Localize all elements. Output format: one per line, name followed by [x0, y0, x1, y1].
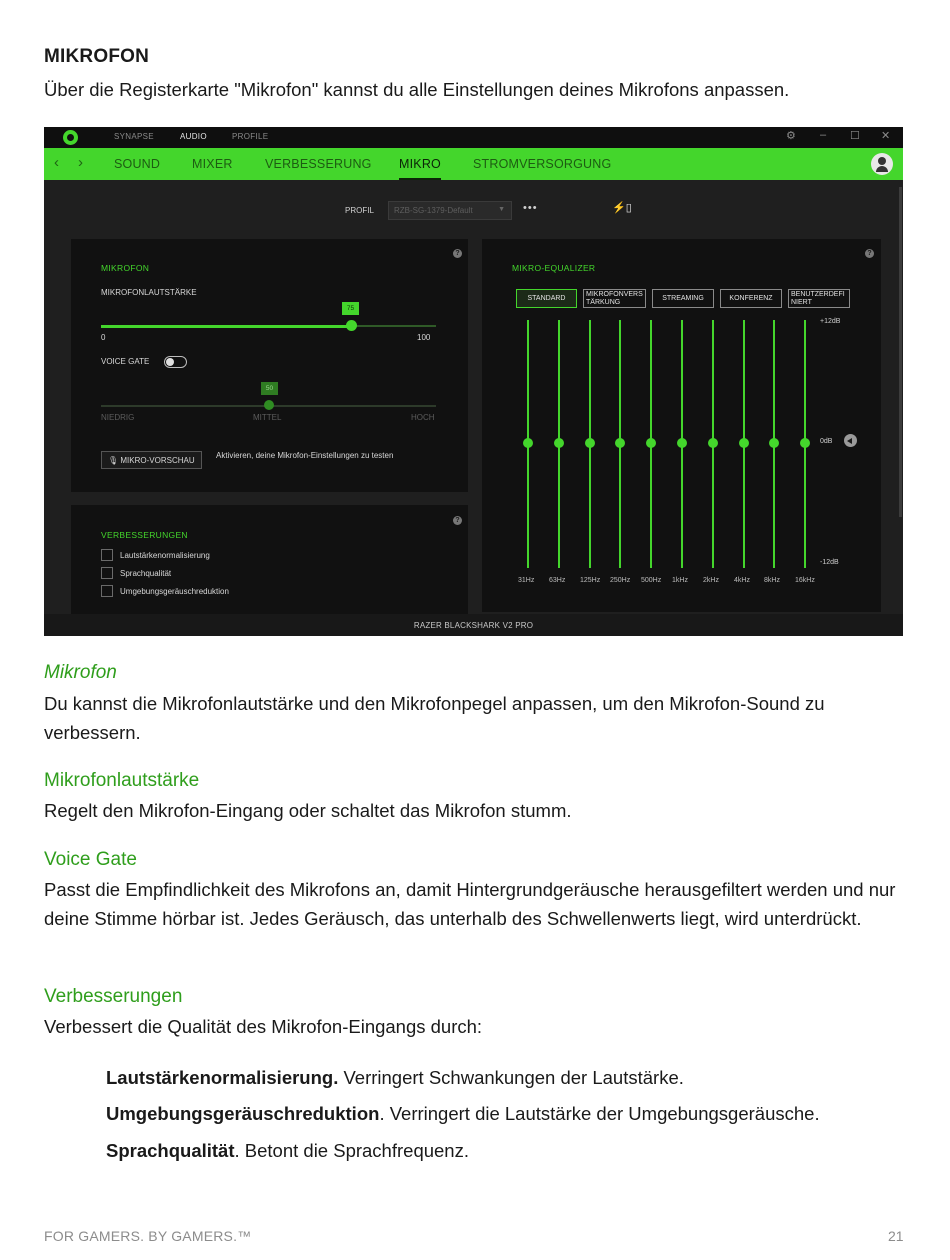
enhancements-section-text: Verbessert die Qualität des Mikrofon-Eingangs durch: — [44, 1016, 483, 1037]
device-bar — [44, 614, 903, 636]
eq-band-handle[interactable] — [708, 438, 718, 448]
list-item-desc: Verringert Schwankungen der Lautstärke. — [338, 1067, 684, 1088]
volume-slider-fill — [101, 325, 352, 328]
user-avatar-icon[interactable] — [871, 153, 893, 175]
noise-reduction-checkbox[interactable] — [101, 585, 113, 597]
scrollbar[interactable] — [899, 187, 902, 517]
volume-section-title: Mikrofonlautstärke — [44, 770, 200, 791]
eq-band-handle[interactable] — [523, 438, 533, 448]
voicegate-section-title: Voice Gate — [44, 849, 137, 870]
microphone-icon: 🎙 — [108, 456, 119, 465]
voicegate-section-text: Passt die Empfindlichkeit des Mikrofons an, damit Hintergrundgeräusche herausgefiltert werden und nur deine Stimme hörbar ist. Jedes Geräusch, das unterhalb des Schwellenwerts liegt, wird unterdrückt. — [44, 879, 896, 929]
eq-band-handle[interactable] — [739, 438, 749, 448]
eq-band-handle[interactable] — [800, 438, 810, 448]
mikrofon-section-text: Du kannst die Mikrofonlautstärke und den Mikrofonpegel anpassen, um den Mikrofon-Sound zu verbessern. — [44, 693, 825, 743]
mic-preview-hint: Aktivieren, deine Mikrofon-Einstellungen zu testen — [216, 451, 394, 460]
eq-db-top-label: +12dB — [820, 318, 841, 325]
gate-low-label: NIEDRIG — [101, 413, 135, 422]
mic-panel — [71, 239, 468, 492]
eq-band-handle[interactable] — [769, 438, 779, 448]
maximize-icon[interactable]: ☐ — [850, 130, 860, 142]
tab-verbesserung[interactable]: VERBESSERUNG — [265, 157, 372, 171]
help-icon[interactable]: ? — [453, 249, 462, 258]
help-icon[interactable]: ? — [453, 516, 462, 525]
eq-band-label: 1kHz — [672, 577, 688, 584]
profile-value: RZB-SG-1379-Default — [394, 206, 473, 215]
title-bar — [44, 127, 903, 148]
preset-mic-boost-button[interactable]: MIKROFONVERS TÄRKUNG — [583, 289, 646, 308]
profile-dropdown[interactable] — [388, 201, 512, 220]
tab-sound[interactable]: SOUND — [114, 157, 161, 171]
tab-bar — [44, 148, 903, 180]
profile-label: PROFIL — [345, 206, 374, 215]
settings-gear-icon[interactable]: ⚙ — [786, 130, 796, 142]
tab-mikro[interactable]: MIKRO — [399, 157, 441, 171]
voice-quality-checkbox[interactable] — [101, 567, 113, 579]
mic-preview-label: MIKRO-VORSCHAU — [120, 456, 195, 465]
page-heading: MIKROFON — [44, 46, 150, 67]
preset-custom-button[interactable]: BENUTZERDEFI NIERT — [788, 289, 850, 308]
volume-value-tooltip: 75 — [342, 302, 359, 315]
tab-mixer[interactable]: MIXER — [192, 157, 233, 171]
list-item-desc: . Verringert die Lautstärke der Umgebungsgeräusche. — [379, 1103, 820, 1124]
volume-section-text: Regelt den Mikrofon-Eingang oder schaltet das Mikrofon stumm. — [44, 800, 572, 821]
eq-db-mid-label: 0dB — [820, 438, 833, 445]
mic-panel-title: MIKROFON — [101, 263, 150, 273]
list-item-term: Lautstärkenormalisierung. — [106, 1067, 339, 1088]
synapse-app-screenshot — [44, 127, 903, 636]
eq-band-label: 250Hz — [610, 577, 631, 584]
eq-band-label: 4kHz — [734, 577, 750, 584]
enhancements-section-title: Verbesserungen — [44, 986, 183, 1007]
eq-collapse-arrow-icon[interactable] — [844, 434, 857, 447]
voice-gate-toggle[interactable] — [164, 356, 187, 368]
footer-tagline: FOR GAMERS. BY GAMERS.™ — [44, 1228, 252, 1244]
tab-stromversorgung[interactable]: STROMVERSORGUNG — [473, 157, 612, 171]
mic-preview-button[interactable] — [101, 451, 202, 469]
voice-quality-label: Sprachqualität — [120, 569, 172, 578]
help-icon[interactable]: ? — [865, 249, 874, 258]
mikrofon-section-title: Mikrofon — [44, 662, 117, 683]
voice-gate-label: VOICE GATE — [101, 357, 150, 366]
equalizer-title: MIKRO-EQUALIZER — [512, 263, 596, 273]
top-nav-synapse[interactable]: SYNAPSE — [114, 132, 154, 141]
list-item — [106, 1140, 469, 1162]
close-icon[interactable]: ✕ — [881, 130, 891, 142]
minimize-icon[interactable]: – — [820, 129, 827, 141]
eq-band-handle[interactable] — [677, 438, 687, 448]
normalization-checkbox[interactable] — [101, 549, 113, 561]
normalization-label: Lautstärkenormalisierung — [120, 551, 210, 560]
eq-band-label: 16kHz — [795, 577, 815, 584]
back-arrow-icon[interactable]: ‹ — [54, 154, 59, 171]
list-item — [106, 1067, 684, 1089]
eq-band-label: 31Hz — [518, 577, 535, 584]
eq-band-label: 63Hz — [549, 577, 566, 584]
eq-band-handle[interactable] — [585, 438, 595, 448]
more-options-icon[interactable]: ••• — [523, 202, 538, 214]
top-nav-profile[interactable]: PROFILE — [232, 132, 269, 141]
page-number: 21 — [888, 1228, 904, 1244]
volume-min-label: 0 — [101, 333, 106, 342]
eq-band-handle[interactable] — [646, 438, 656, 448]
gate-mid-label: MITTEL — [253, 413, 282, 422]
gate-slider-handle[interactable] — [264, 400, 274, 410]
battery-charging-icon: ⚡▯ — [612, 202, 632, 214]
razer-logo-icon — [63, 130, 78, 145]
eq-band-label: 125Hz — [580, 577, 601, 584]
volume-max-label: 100 — [417, 333, 431, 342]
eq-band-label: 8kHz — [764, 577, 780, 584]
eq-band-label: 2kHz — [703, 577, 719, 584]
chevron-down-icon: ▼ — [498, 206, 505, 213]
list-item-term: Umgebungsgeräuschreduktion — [106, 1103, 380, 1124]
preset-standard-button[interactable]: STANDARD — [516, 289, 577, 308]
gate-high-label: HOCH — [411, 413, 435, 422]
enhancements-title: VERBESSERUNGEN — [101, 530, 188, 540]
list-item — [106, 1103, 820, 1125]
device-name: RAZER BLACKSHARK V2 PRO — [413, 621, 534, 630]
eq-band-handle[interactable] — [554, 438, 564, 448]
eq-band-label: 500Hz — [641, 577, 662, 584]
list-item-desc: . Betont die Sprachfrequenz. — [234, 1140, 469, 1161]
intro-text: Über die Registerkarte "Mikrofon" kannst du alle Einstellungen deines Mikrofons anpassen. — [44, 79, 790, 100]
gate-value-tooltip: 50 — [261, 382, 278, 395]
eq-band-handle[interactable] — [615, 438, 625, 448]
eq-db-bottom-label: -12dB — [820, 559, 839, 566]
preset-streaming-button[interactable]: STREAMING — [652, 289, 714, 308]
noise-reduction-label: Umgebungsgeräuschreduktion — [120, 587, 229, 596]
volume-slider-handle[interactable] — [346, 320, 357, 331]
mic-volume-label: MIKROFONLAUTSTÄRKE — [101, 288, 197, 297]
list-item-term: Sprachqualität — [106, 1140, 235, 1161]
enhancements-panel — [71, 505, 468, 614]
top-nav-audio[interactable]: AUDIO — [180, 132, 207, 141]
forward-arrow-icon[interactable]: › — [78, 154, 83, 171]
preset-conference-button[interactable]: KONFERENZ — [720, 289, 782, 308]
